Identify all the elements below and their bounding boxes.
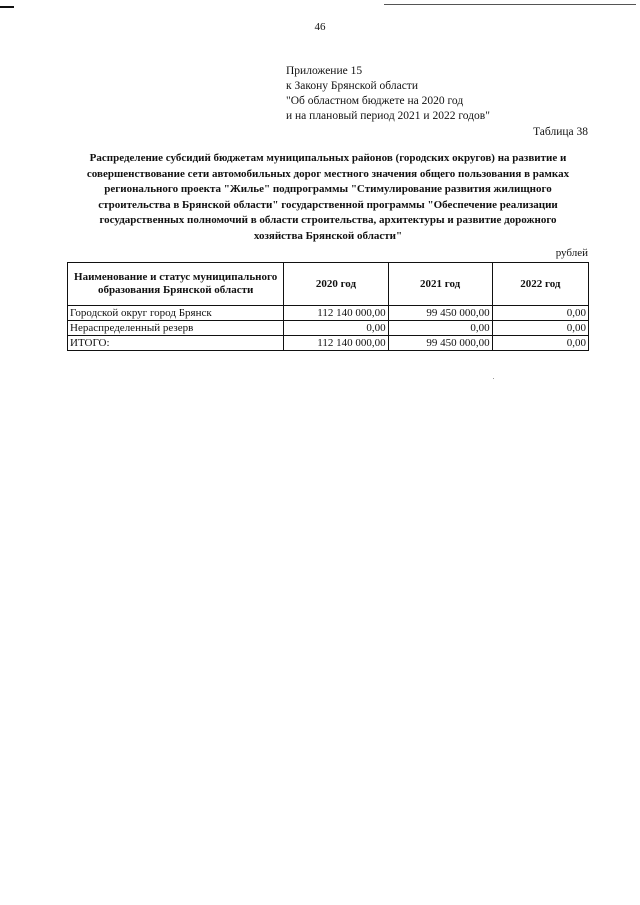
table-label: Таблица 38 [533,126,588,138]
title-line: Распределение субсидий бюджетам муниципальных районов (городских округов) на развитие и [89,152,567,164]
appendix-reference [286,64,490,124]
cell-2020: 112 140 000,00 [284,336,388,351]
appendix-line: "Об областном бюджете на 2020 год [286,95,464,107]
cell-2022: 0,00 [492,336,588,351]
cell-name: Нераспределенный резерв [68,321,284,336]
title-line: строительства в Брянской области" государственной программы "Обеспечение реализации [98,198,558,211]
cell-name: ИТОГО: [68,336,284,351]
table-row [68,306,589,321]
subsidy-table [67,262,589,351]
cell-2021: 99 450 000,00 [388,306,492,321]
cell-2020: 112 140 000,00 [284,306,388,321]
header-2022: 2022 год [492,263,588,306]
cell-2021: 0,00 [388,321,492,336]
appendix-line: и на плановый период 2021 и 2022 годов" [286,110,490,122]
table-row [68,321,589,336]
title-line: регионального проекта "Жилье" подпрограммы "Стимулирование развития жилищного [104,183,552,195]
header-2020: 2020 год [284,263,388,306]
cell-2021: 99 450 000,00 [388,336,492,351]
page-number: 46 [314,21,326,33]
cell-2022: 0,00 [492,306,588,321]
appendix-line: Приложение 15 [286,65,363,77]
title-line: совершенствование сети автомобильных дорог местного значения общего пользования в рамках [86,167,570,180]
cell-2020: 0,00 [284,321,388,336]
scan-speck [493,378,494,379]
header-name: Наименование и статус муниципального образования Брянской области [68,263,284,306]
corner-mark [0,6,14,8]
document-title [66,151,590,244]
cell-name: Городской округ город Брянск [68,306,284,321]
appendix-line: к Закону Брянской области [286,80,418,92]
units-label: рублей [555,247,588,259]
cell-2022: 0,00 [492,321,588,336]
title-line: государственных полномочий в области строительства, архитектуры и развитие дорожного [99,214,557,226]
header-2021: 2021 год [388,263,492,306]
top-rule [384,4,636,5]
table-total-row [68,336,589,351]
table-header-row [68,263,589,306]
title-line: хозяйства Брянской области" [253,229,403,242]
